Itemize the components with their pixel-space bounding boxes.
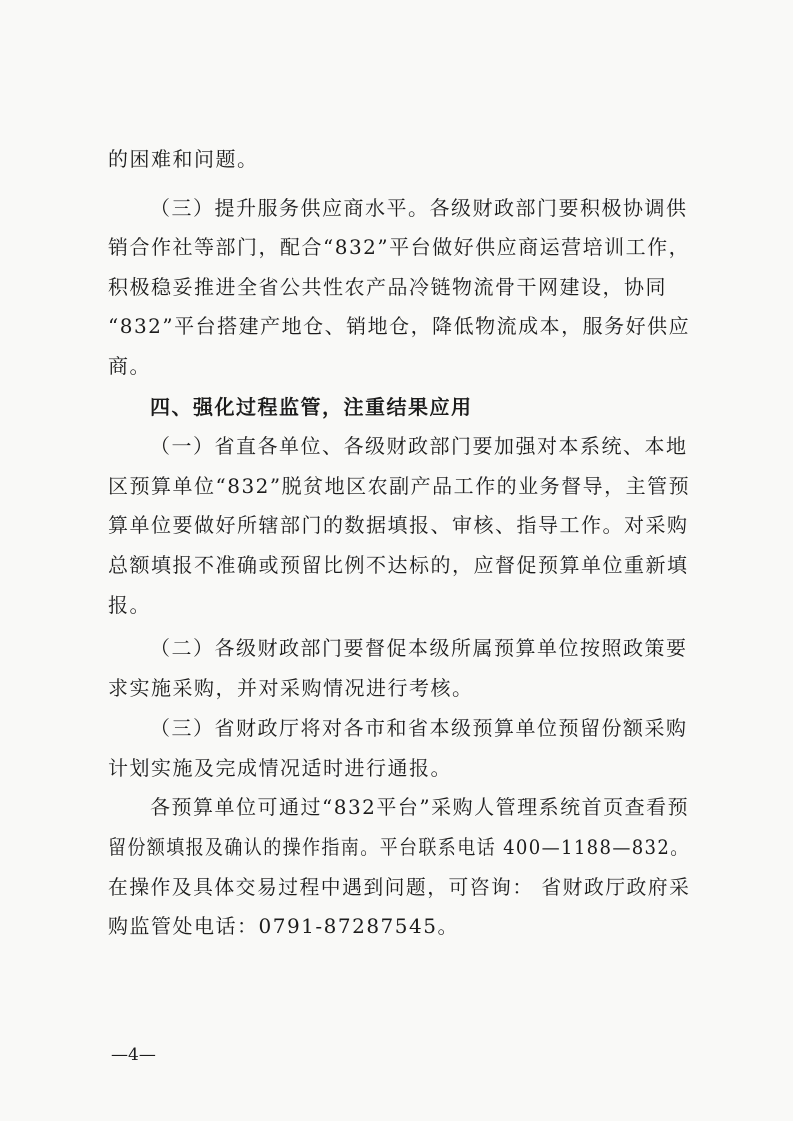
- text-line: 报。: [108, 593, 151, 617]
- text-line: 区预算单位“832”脱贫地区农副产品工作的业务督导，主管预: [108, 474, 691, 498]
- text-line: 总额填报不准确或预留比例不达标的，应督促预算单位重新填: [108, 553, 689, 577]
- text-line: 销合作社等部门，配合“832”平台做好供应商运营培训工作，: [108, 235, 691, 259]
- text-line: “832”平台搭建产地仓、销地仓，降低物流成本，服务好供应: [108, 314, 691, 338]
- text-line: 求实施采购，并对采购情况进行考核。: [108, 676, 474, 700]
- text-line: 各预算单位可通过“832平台”采购人管理系统首页查看预: [150, 795, 690, 819]
- text-line: （三）省财政厅将对各市和省本级预算单位预留份额采购: [150, 716, 688, 740]
- text-line: 购监管处电话：0791-87287545。: [108, 914, 459, 938]
- text-line: 积极稳妥推进全省公共性农产品冷链物流骨干网建设，协同: [108, 275, 667, 299]
- text-line: （二）各级财政部门要督促本级所属预算单位按照政策要: [150, 636, 688, 660]
- text-line: 在操作及具体交易过程中遇到问题，可咨询： 省财政厅政府采: [108, 875, 691, 899]
- page-number: —4—: [111, 1045, 156, 1065]
- text-line: （一）省直各单位、各级财政部门要加强对本系统、本地: [150, 434, 688, 458]
- text-line: 计划实施及完成情况适时进行通报。: [108, 756, 452, 780]
- text-line: 的困难和问题。: [108, 147, 259, 171]
- section-heading: 四、强化过程监管，注重结果应用: [150, 395, 473, 419]
- text-line: 商。: [108, 354, 151, 378]
- text-line: （三）提升服务供应商水平。各级财政部门要积极协调供: [150, 196, 688, 220]
- text-line: 算单位要做好所辖部门的数据填报、审核、指导工作。对采购: [108, 513, 689, 537]
- text-line: 留份额填报及确认的操作指南。平台联系电话 400—1188—832。: [108, 835, 690, 859]
